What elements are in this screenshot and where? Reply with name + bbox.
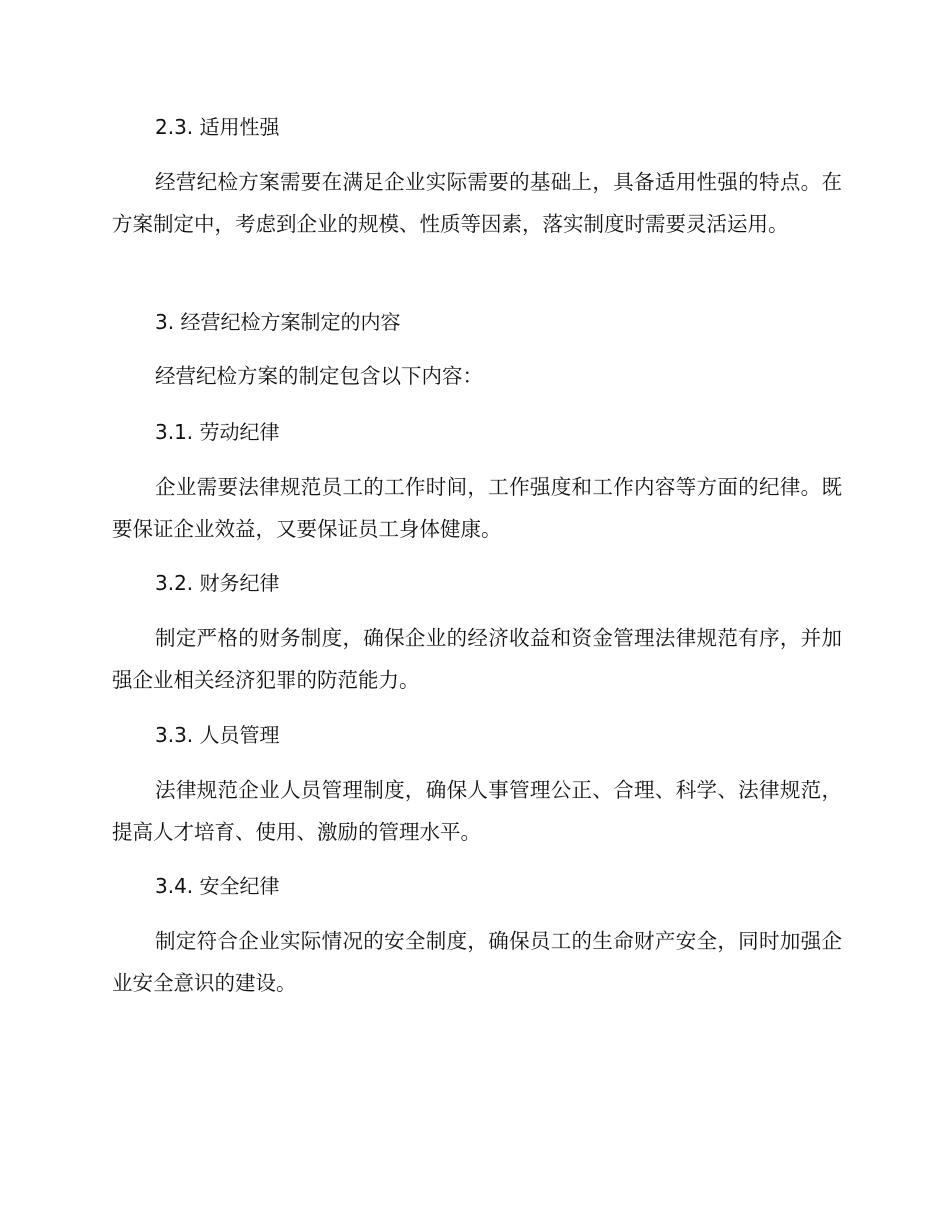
section-paragraph-3-4: 制定符合企业实际情况的安全制度，确保员工的生命财产安全，同时加强企业安全意识的建设。 [112, 929, 842, 995]
section-heading-3-4: 3.4. 安全纪律 [155, 874, 280, 898]
section-paragraph-3: 经营纪检方案的制定包含以下内容： [155, 364, 483, 388]
section-heading-2-3: 2.3. 适用性强 [155, 115, 280, 139]
section-paragraph-3-2: 制定严格的财务制度，确保企业的经济收益和资金管理法律规范有序，并加强企业相关经济犯罪的防范能力。 [112, 626, 842, 692]
section-heading-3: 3. 经营纪检方案制定的内容 [155, 310, 401, 334]
section-heading-3-3: 3.3. 人员管理 [155, 723, 280, 747]
section-paragraph-3-1: 企业需要法律规范员工的工作时间，工作强度和工作内容等方面的纪律。既要保证企业效益，又要保证员工身体健康。 [112, 475, 842, 541]
section-heading-3-1: 3.1. 劳动纪律 [155, 420, 280, 444]
section-paragraph-3-3: 法律规范企业人员管理制度，确保人事管理公正、合理、科学、法律规范，提高人才培育、使用、激励的管理水平。 [112, 778, 842, 844]
section-heading-3-2: 3.2. 财务纪律 [155, 571, 280, 595]
section-paragraph-2-3: 经营纪检方案需要在满足企业实际需要的基础上，具备适用性强的特点。在方案制定中，考虑到企业的规模、性质等因素，落实制度时需要灵活运用。 [112, 170, 842, 236]
